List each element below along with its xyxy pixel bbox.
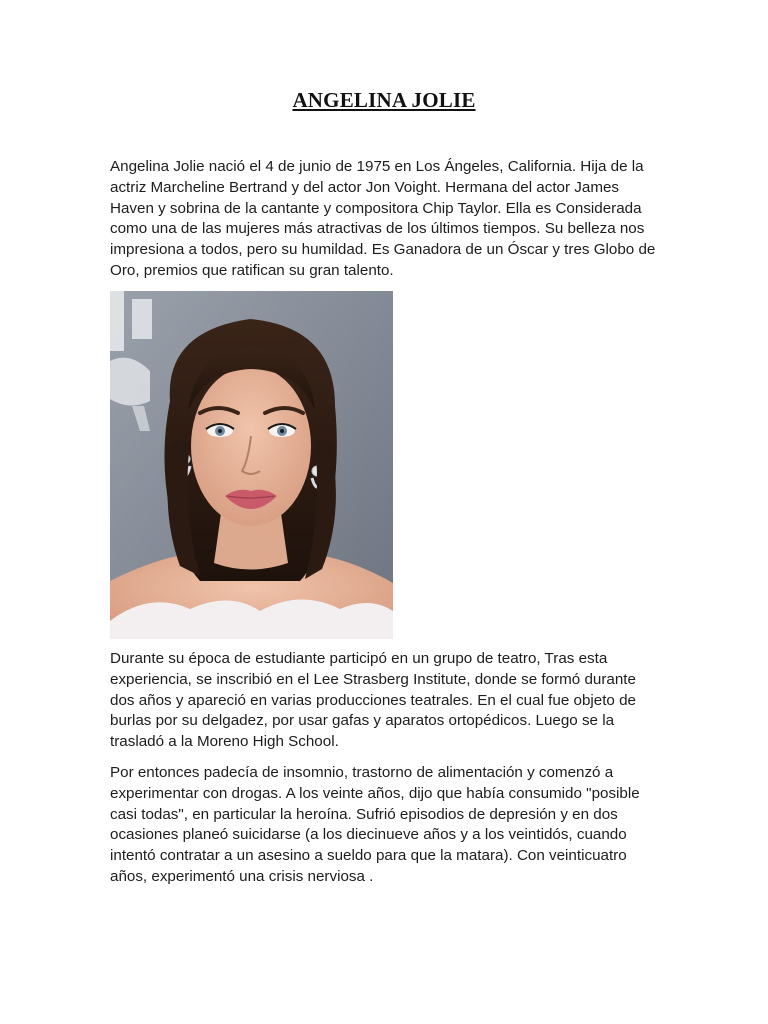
page-title: ANGELINA JOLIE xyxy=(292,88,476,112)
paragraph-studies: Durante su época de estudiante participó en un grupo de teatro, Tras esta experiencia, se inscribió en el Lee Strasberg Institute, donde se formó durante dos años y apareció en varias producciones teatrales. En el cual fue objeto de burlas por su delgadez, por usar gafas y aparatos ortopédicos. Luego se la trasladó a la Moreno High School. xyxy=(110,650,636,751)
portrait-illustration xyxy=(110,291,393,639)
paragraph-intro: Angelina Jolie nació el 4 de junio de 1975 en Los Ángeles, California. Hija de la actriz Marcheline Bertrand y del actor Jon Voight. Hermana del actor James Haven y sobrina de la cantante y compositora Chip Taylor. Ella es Considerada como una de las mujeres más atractivas de los últimos tiempos. Su belleza nos impresiona a todos, pero su humildad. Es Ganadora de un Óscar y tres Globo de Oro, premios que ratifican su gran talento. xyxy=(110,158,656,279)
portrait-photo xyxy=(110,291,393,639)
paragraph-personal: Por entonces padecía de insomnio, trastorno de alimentación y comenzó a experimentar con drogas. A los veinte años, dijo que había consumido "posible casi todas", en particular la heroína. Sufrió episodios de depresión y en dos ocasiones planeó suicidarse (a los diecinueve años y a los veintidós, cuando intentó contratar a un asesino a sueldo para que la matara). Con veinticuatro años, experimentó una crisis nerviosa . xyxy=(110,764,640,885)
